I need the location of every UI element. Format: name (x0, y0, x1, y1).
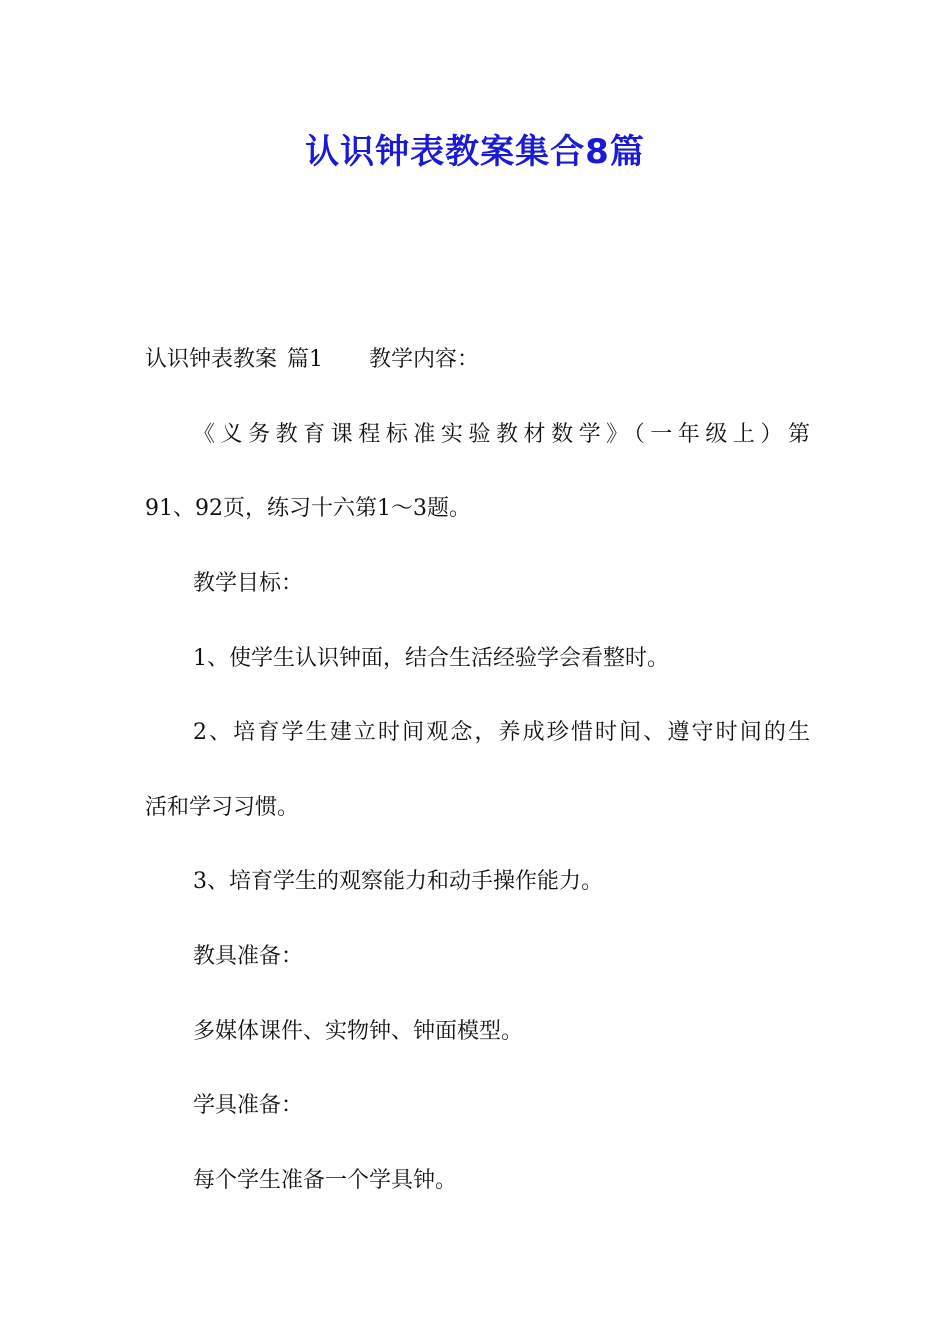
section-heading-line (145, 342, 810, 378)
goal-item-2-continued: 活和学习习惯。 (145, 795, 300, 820)
heading-teaching-goals: 教学目标： (193, 571, 304, 596)
goal-item-2: 2、培育学生建立时间观念，养成珍惜时间、遵守时间的生 (193, 720, 810, 745)
teaching-content-label: 教学内容： (369, 347, 480, 372)
student-aids-list: 每个学生准备一个学具钟。 (193, 1168, 458, 1193)
goal-item-3: 3、培育学生的观察能力和动手操作能力。 (193, 869, 603, 894)
heading-student-aids: 学具准备： (193, 1093, 304, 1118)
section-number: 篇1 (287, 347, 324, 372)
goal-item-1: 1、使学生认识钟面，结合生活经验学会看整时。 (193, 646, 669, 671)
paragraph-line: 91、92页，练习十六第1～3题。 (145, 496, 471, 521)
section-label: 认识钟表教案 (145, 347, 278, 372)
paragraph-line: 《义务教育课程标准实验教材数学》（一年级上）第 (193, 422, 810, 447)
heading-teaching-aids: 教具准备： (193, 944, 304, 969)
document-title: 认识钟表教案集合8篇 (305, 132, 645, 172)
teaching-aids-list: 多媒体课件、实物钟、钟面模型。 (193, 1019, 524, 1044)
